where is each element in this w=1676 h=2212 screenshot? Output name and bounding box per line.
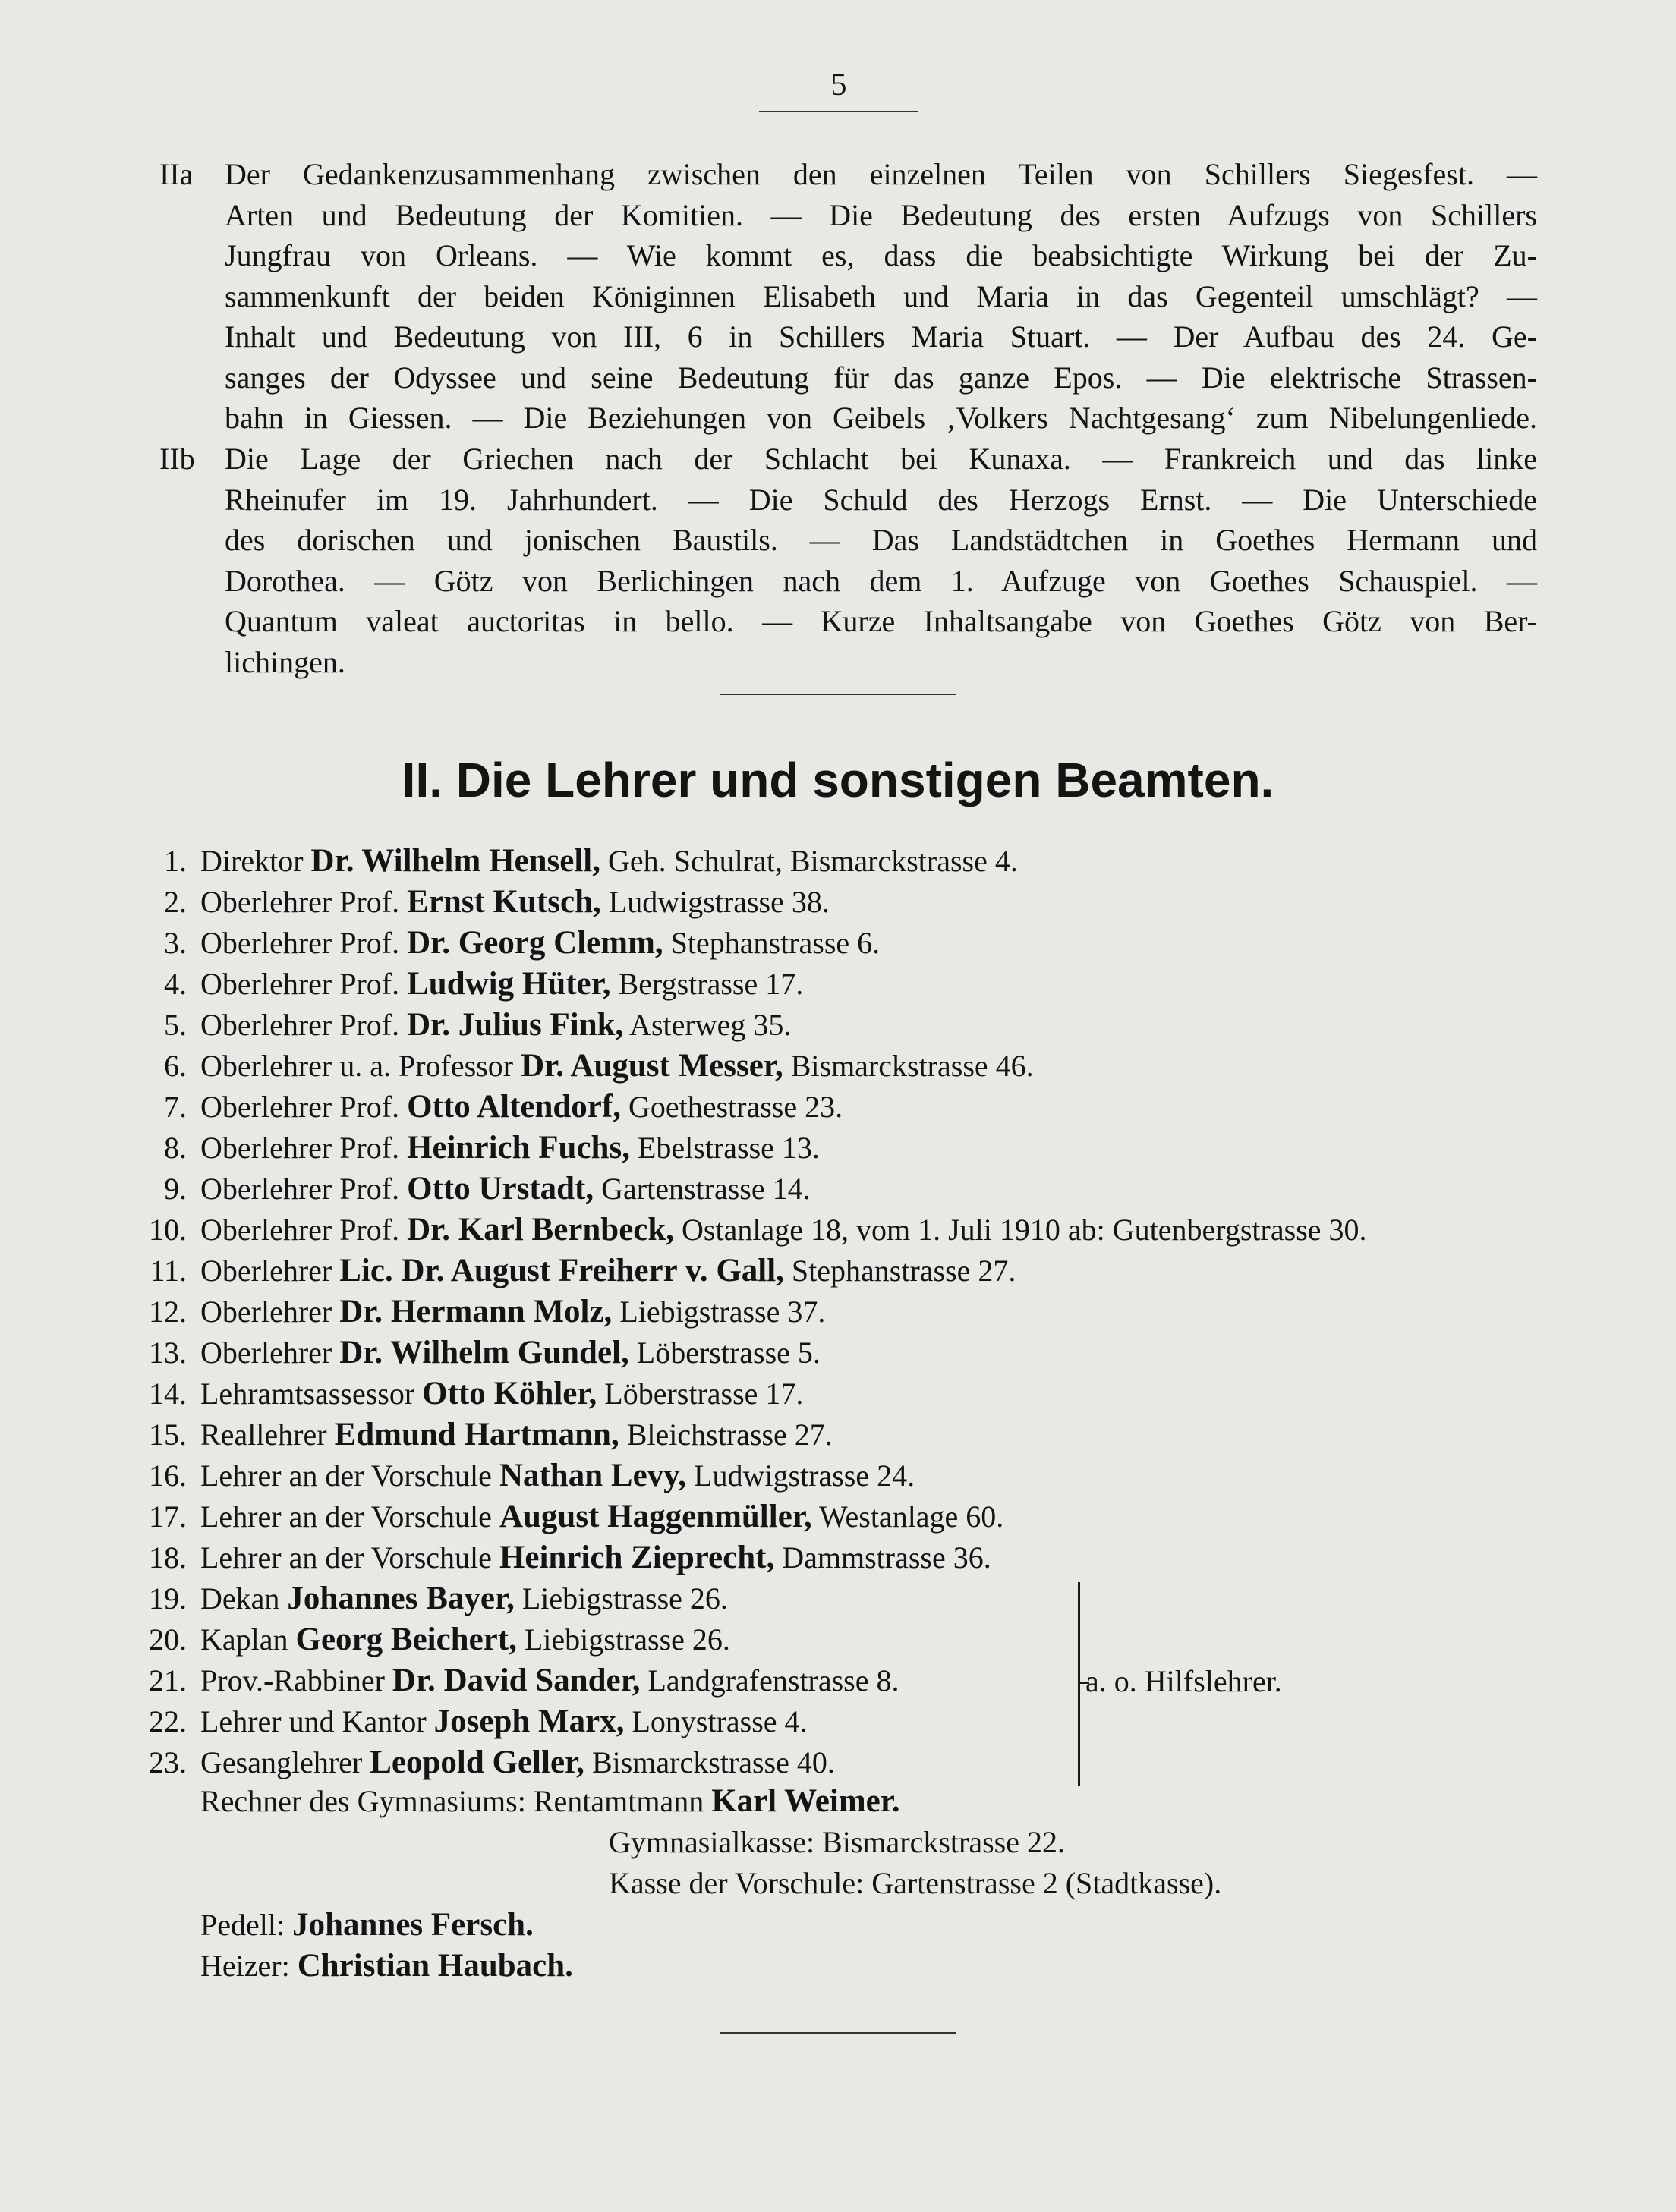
- row-number: 10.: [149, 1213, 187, 1247]
- staff-title: Direktor: [200, 844, 311, 878]
- row-number: 13.: [149, 1336, 187, 1370]
- theme-line: Rheinufer im 19. Jahrhundert. — Die Schuld des Herzogs Ernst. — Die Unterschiede: [225, 482, 1537, 517]
- theme-label-iib: IIb: [159, 442, 195, 476]
- staff-name: Dr. Wilhelm Hensell,: [310, 843, 600, 879]
- staff-title: Lehramtsassessor: [200, 1377, 423, 1411]
- staff-title: Reallehrer: [200, 1418, 335, 1452]
- staff-detail: Löberstrasse 5.: [628, 1336, 821, 1370]
- row-number: 6.: [164, 1049, 187, 1083]
- staff-detail: Dammstrasse 36.: [774, 1540, 991, 1575]
- staff-name: Otto Altendorf,: [407, 1089, 621, 1125]
- staff-name: Ludwig Hüter,: [407, 966, 611, 1002]
- row-number: 21.: [149, 1663, 187, 1698]
- closing-divider: [720, 2032, 956, 2034]
- staff-detail: Gartenstrasse 14.: [594, 1172, 811, 1206]
- staff-detail: Westanlage 60.: [811, 1499, 1004, 1534]
- staff-detail: Goethestrasse 23.: [620, 1090, 843, 1124]
- heizer-line: [200, 1946, 573, 1987]
- theme-line: Der Gedankenzusammenhang zwischen den einzelnen Teilen von Schillers Siegesfest. —: [225, 157, 1537, 191]
- row-number: 15.: [149, 1418, 187, 1452]
- staff-detail: Ebelstrasse 13.: [629, 1131, 820, 1165]
- kasse-line-2: Kasse der Vorschule: Gartenstrasse 2 (Stadtkasse).: [609, 1866, 1222, 1900]
- staff-name: Otto Urstadt,: [407, 1171, 594, 1207]
- theme-line: Arten und Bedeutung der Komitien. — Die Bedeutung des ersten Aufzugs von Schillers: [225, 197, 1537, 232]
- staff-name: Joseph Marx,: [433, 1704, 625, 1739]
- staff-name: Georg Beichert,: [295, 1622, 517, 1657]
- row-number: 17.: [149, 1499, 187, 1534]
- staff-name: Heinrich Zieprecht,: [499, 1540, 775, 1575]
- pedell-title: Pedell:: [200, 1908, 293, 1942]
- staff-detail: Bismarckstrasse 46.: [783, 1049, 1034, 1083]
- staff-title: Oberlehrer Prof.: [200, 926, 408, 960]
- section-heading: II. Die Lehrer und sonstigen Beamten.: [402, 753, 1274, 807]
- staff-name: Dr. Karl Bernbeck,: [407, 1212, 675, 1248]
- pedell-line: [200, 1905, 534, 1946]
- page-number-rule: [759, 111, 918, 112]
- section-divider: [720, 694, 956, 695]
- staff-name: Otto Köhler,: [422, 1376, 597, 1411]
- theme-line: lichingen.: [225, 644, 345, 679]
- row-number: 23.: [149, 1745, 187, 1779]
- theme-line: sammenkunft der beiden Königinnen Elisabeth und Maria in das Gegenteil umschlägt? —: [225, 278, 1537, 313]
- staff-detail: Liebigstrasse 37.: [612, 1295, 826, 1329]
- row-number: 20.: [149, 1622, 187, 1657]
- row-number: 12.: [149, 1295, 187, 1329]
- pedell-name: Johannes Fersch.: [292, 1907, 534, 1943]
- rechner-title: Rechner des Gymnasiums: Rentamtmann: [200, 1784, 712, 1818]
- staff-name: Ernst Kutsch,: [407, 884, 601, 920]
- rechner-line: [200, 1781, 900, 1822]
- row-number: 18.: [149, 1540, 187, 1575]
- row-number: 3.: [164, 926, 187, 960]
- theme-line: des dorischen und jonischen Baustils. — Das Landstädtchen in Goethes Hermann und: [225, 523, 1537, 557]
- staff-detail: Ludwigstrasse 24.: [686, 1458, 915, 1493]
- staff-name: Dr. David Sander,: [392, 1663, 641, 1698]
- staff-name: Dr. Wilhelm Gundel,: [339, 1335, 629, 1370]
- staff-title: Oberlehrer Prof.: [200, 1090, 408, 1124]
- staff-detail: Asterweg 35.: [623, 1008, 792, 1042]
- staff-title: Prov.-Rabbiner: [200, 1663, 392, 1698]
- staff-detail: Bergstrasse 17.: [610, 967, 804, 1001]
- staff-title: Oberlehrer Prof.: [200, 1172, 408, 1206]
- row-number: 2.: [164, 885, 187, 919]
- row-number: 9.: [164, 1172, 187, 1206]
- staff-name: Lic. Dr. August Freiherr v. Gall,: [339, 1253, 784, 1288]
- theme-line: Inhalt und Bedeutung von III, 6 in Schillers Maria Stuart. — Der Aufbau des 24. Ge-: [225, 319, 1537, 354]
- staff-detail: Lonystrasse 4.: [624, 1704, 808, 1738]
- row-number: 14.: [149, 1377, 187, 1411]
- staff-detail: Geh. Schulrat, Bismarckstrasse 4.: [600, 844, 1018, 878]
- staff-title: Oberlehrer Prof.: [200, 1008, 408, 1042]
- kasse-line-1: Gymnasialkasse: Bismarckstrasse 22.: [609, 1825, 1065, 1859]
- staff-name: Edmund Hartmann,: [334, 1417, 619, 1452]
- heizer-title: Heizer:: [200, 1949, 298, 1983]
- staff-detail: Ostanlage 18, vom 1. Juli 1910 ab: Gutenbergstrasse 30.: [674, 1213, 1367, 1247]
- theme-line: sanges der Odyssee und seine Bedeutung für das ganze Epos. — Die elektrische Strassen-: [225, 360, 1537, 395]
- staff-name: Nathan Levy,: [499, 1458, 687, 1493]
- row-number: 5.: [164, 1008, 187, 1042]
- staff-title: Oberlehrer: [200, 1336, 340, 1370]
- staff-title: Oberlehrer: [200, 1254, 340, 1288]
- theme-line: bahn in Giessen. — Die Beziehungen von Geibels ‚Volkers Nachtgesang‘ zum Nibelungenliede.: [225, 401, 1537, 435]
- staff-detail: Liebigstrasse 26.: [516, 1622, 730, 1657]
- theme-line: Quantum valeat auctoritas in bello. — Kurze Inhaltsangabe von Goethes Götz von Ber-: [225, 604, 1537, 638]
- staff-title: Oberlehrer u. a. Professor: [200, 1049, 521, 1083]
- staff-detail: Liebigstrasse 26.: [514, 1581, 728, 1616]
- staff-title: Gesanglehrer: [200, 1745, 370, 1779]
- staff-detail: Landgrafenstrasse 8.: [640, 1663, 899, 1698]
- row-number: 16.: [149, 1458, 187, 1493]
- staff-title: Lehrer an der Vorschule: [200, 1499, 499, 1534]
- row-number: 4.: [164, 967, 187, 1001]
- staff-detail: Ludwigstrasse 38.: [600, 885, 830, 919]
- staff-name: Dr. August Messer,: [521, 1048, 783, 1084]
- rechner-name: Karl Weimer.: [711, 1783, 900, 1819]
- staff-detail: Bismarckstrasse 40.: [584, 1745, 835, 1779]
- staff-title: Oberlehrer Prof.: [200, 885, 408, 919]
- staff-title: Lehrer an der Vorschule: [200, 1458, 499, 1493]
- staff-title: Kaplan: [200, 1622, 296, 1657]
- theme-label-iia: IIa: [159, 157, 194, 191]
- grouping-label: a. o. Hilfslehrer.: [1085, 1664, 1282, 1698]
- staff-name: Leopold Geller,: [370, 1745, 584, 1780]
- staff-title: Dekan: [200, 1581, 288, 1616]
- page-number: 5: [830, 68, 847, 102]
- staff-title: Lehrer und Kantor: [200, 1704, 434, 1738]
- staff-title: Oberlehrer Prof.: [200, 967, 408, 1001]
- staff-title: Oberlehrer Prof.: [200, 1131, 408, 1165]
- theme-block-iib: [159, 439, 1537, 682]
- staff-name: Dr. Julius Fink,: [407, 1007, 624, 1043]
- staff-name: Dr. Hermann Molz,: [339, 1294, 613, 1329]
- theme-line: Die Lage der Griechen nach der Schlacht bei Kunaxa. — Frankreich und das linke: [225, 442, 1537, 476]
- staff-detail: Stephanstrasse 6.: [663, 926, 881, 960]
- staff-title: Oberlehrer: [200, 1295, 340, 1329]
- staff-detail: Stephanstrasse 27.: [783, 1254, 1016, 1288]
- row-number: 8.: [164, 1131, 187, 1165]
- row-number: 19.: [149, 1581, 187, 1616]
- theme-line: Dorothea. — Götz von Berlichingen nach dem 1. Aufzuge von Goethes Schauspiel. —: [225, 563, 1537, 598]
- staff-title: Lehrer an der Vorschule: [200, 1540, 499, 1575]
- theme-line: Jungfrau von Orleans. — Wie kommt es, dass die beabsichtigte Wirkung bei der Zu-: [225, 238, 1537, 272]
- row-number: 1.: [164, 844, 187, 878]
- staff-detail: Löberstrasse 17.: [597, 1377, 804, 1411]
- grouping-bracket: [1078, 1582, 1080, 1786]
- row-number: 22.: [149, 1704, 187, 1738]
- staff-name: Dr. Georg Clemm,: [407, 925, 663, 961]
- staff-name: Heinrich Fuchs,: [407, 1130, 630, 1166]
- staff-name: Johannes Bayer,: [287, 1581, 515, 1616]
- row-number: 7.: [164, 1090, 187, 1124]
- theme-block-iia: [159, 154, 1537, 439]
- heizer-name: Christian Haubach.: [297, 1948, 573, 1984]
- staff-name: August Haggenmüller,: [499, 1499, 812, 1534]
- staff-detail: Bleichstrasse 27.: [619, 1418, 833, 1452]
- staff-title: Oberlehrer Prof.: [200, 1213, 408, 1247]
- row-number: 11.: [150, 1254, 187, 1288]
